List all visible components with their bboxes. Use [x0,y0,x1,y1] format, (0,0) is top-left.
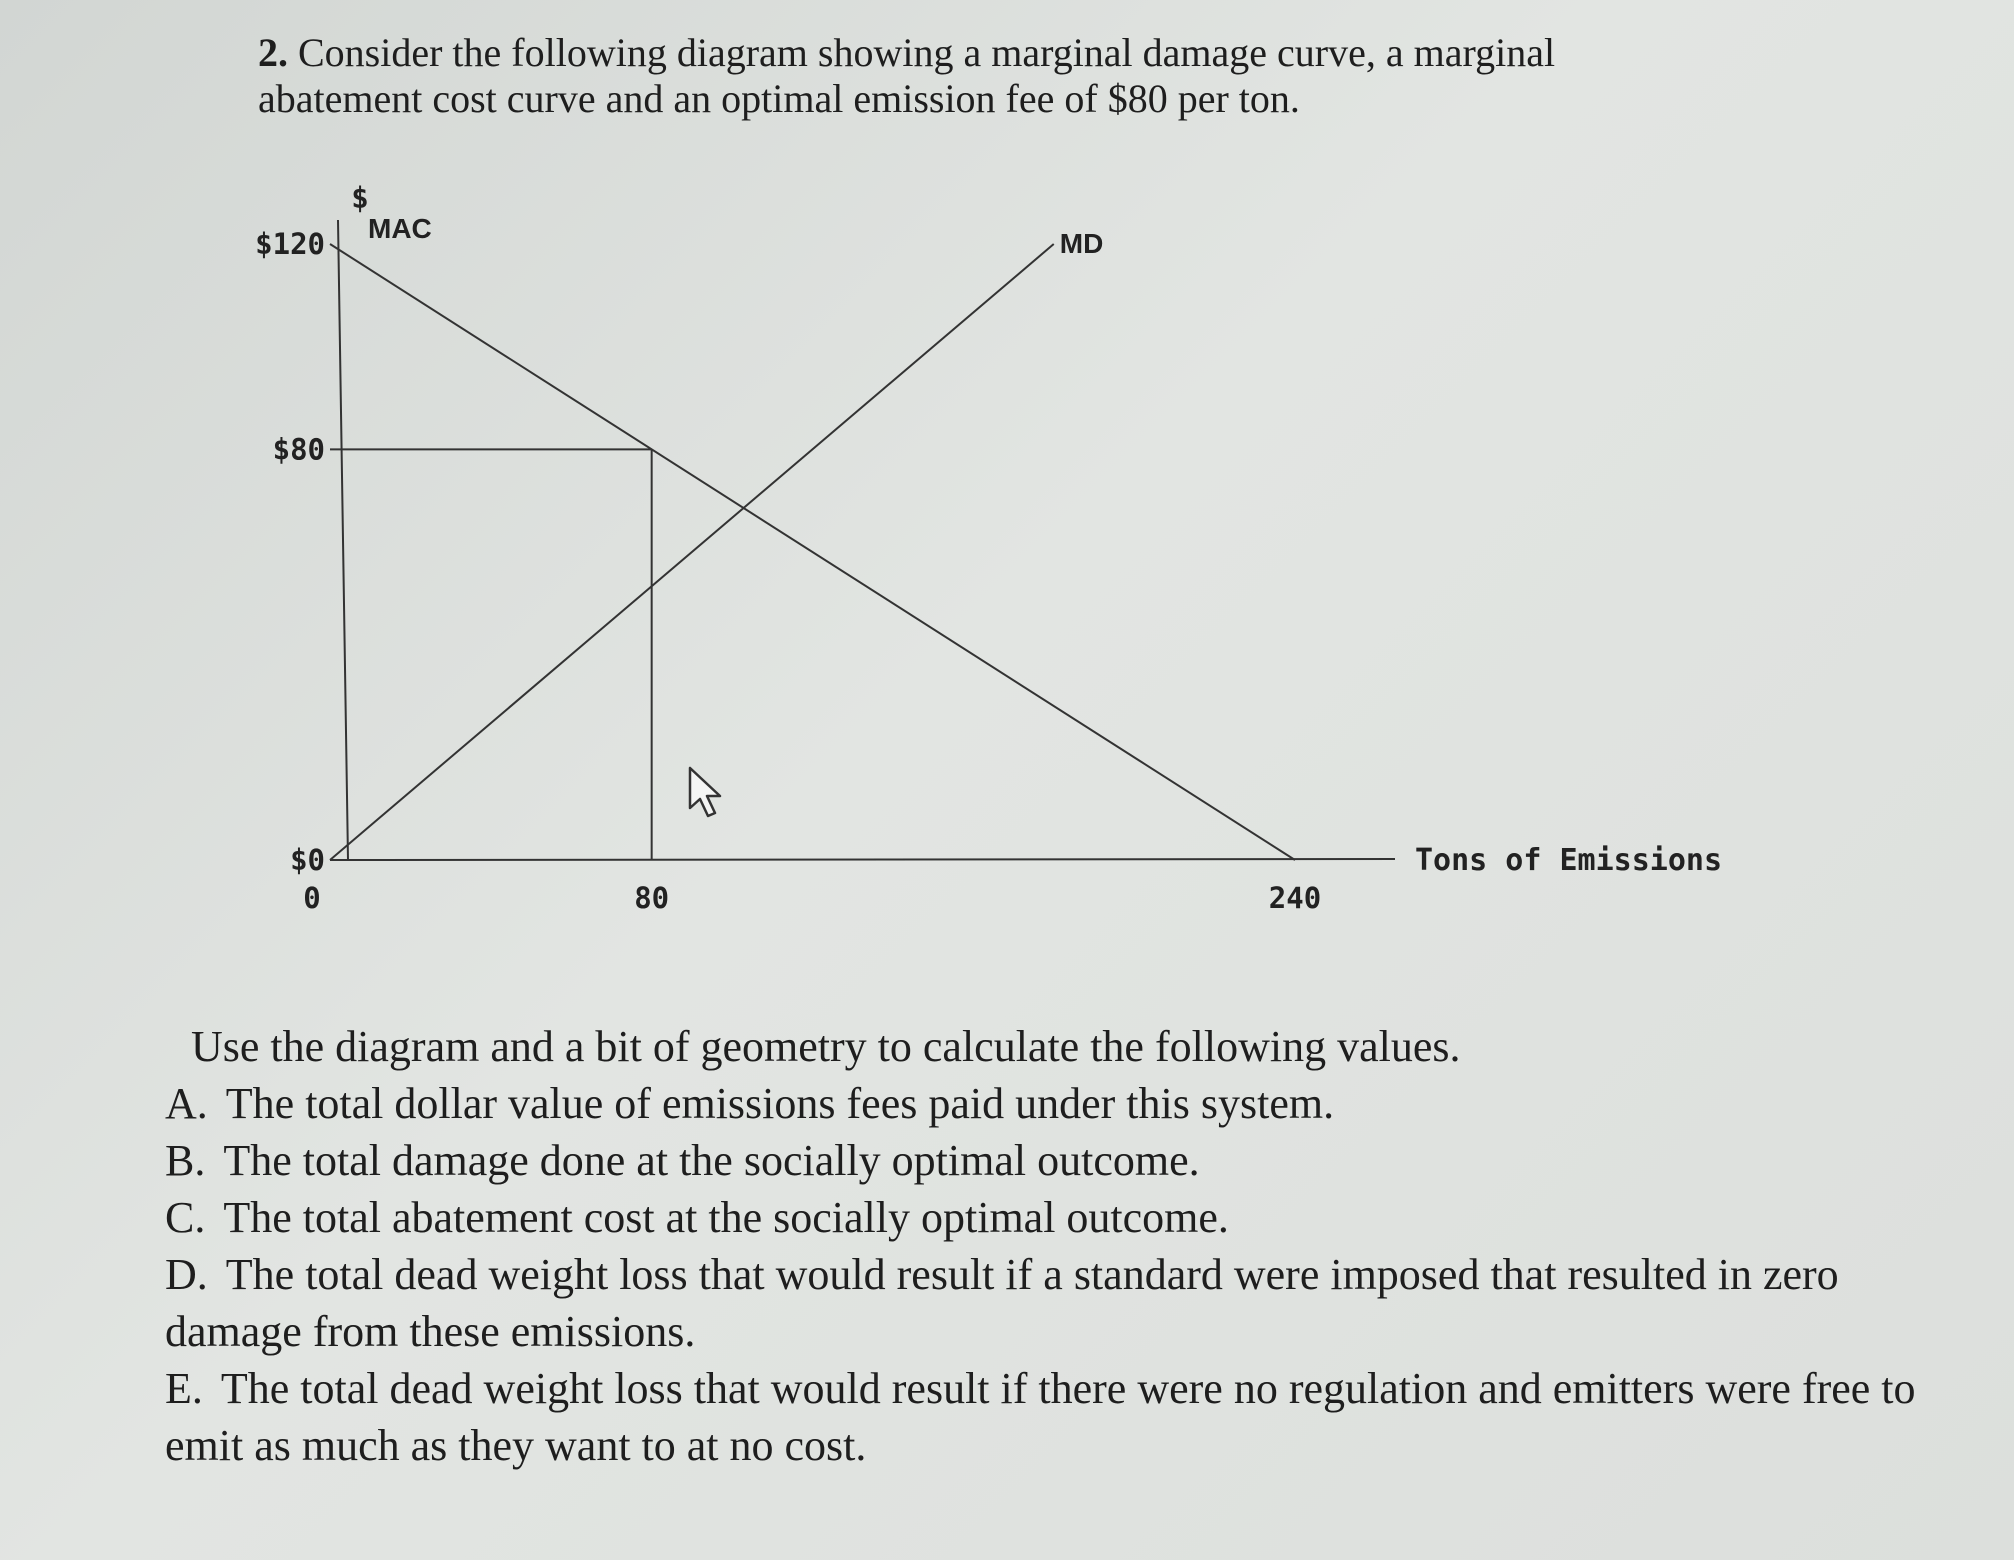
x-tick-label: 0 [303,881,321,915]
x-tick-label: 240 [1268,881,1322,915]
task-text: The total dead weight loss that would result if a standard were imposed that resulted in zero damage from these emissions. [165,1250,1839,1356]
question-number: 2. [258,30,288,75]
task-letter: A. [165,1079,208,1128]
pointer-arrow-icon [690,768,720,816]
task-letter: E. [165,1364,203,1413]
series-label-md: MD [1059,228,1104,259]
series-label-mac: MAC [368,213,432,244]
task-item [165,1075,1925,1132]
task-text: The total dollar value of emissions fees paid under this system. [225,1079,1335,1128]
question-body: Consider the following diagram showing a marginal damage curve, a marginal abatement cost curve and an optimal emission fee of $80 per ton. [258,30,1556,121]
task-letter: D. [165,1250,208,1299]
reference-lines [330,449,652,860]
y-tick-label: $80 [272,432,325,467]
task-item [165,1132,1925,1189]
y-axis [338,220,348,860]
y-axis-label: $ [351,181,369,215]
x-axis [330,859,1395,860]
task-text: The total dead weight loss that would result if there were no regulation and emitters were free to emit as much as they want to at no cost. [165,1364,1916,1470]
y-tick-label: $0 [290,843,325,877]
task-item [165,1360,1925,1474]
task-letter: C. [165,1193,206,1242]
x-axis-label: Tons of Emissions [1415,843,1723,878]
task-item [165,1189,1925,1246]
chart-axes [330,220,1395,860]
series-line-mac [330,244,1295,860]
chart-labels [255,181,1722,915]
x-tick-label: 80 [634,881,670,915]
task-items [165,1075,1925,1474]
task-text: The total abatement cost at the socially optimal outcome. [223,1193,1229,1242]
task-list [165,1018,1925,1474]
task-text: The total damage done at the socially optimal outcome. [223,1136,1200,1185]
y-tick-label: $120 [255,227,325,261]
task-letter: B. [165,1136,206,1185]
series-line-md [330,244,1054,860]
chart-series [330,244,1295,860]
task-intro: Use the diagram and a bit of geometry to calculate the following values. [191,1022,1461,1071]
task-item [165,1246,1925,1360]
